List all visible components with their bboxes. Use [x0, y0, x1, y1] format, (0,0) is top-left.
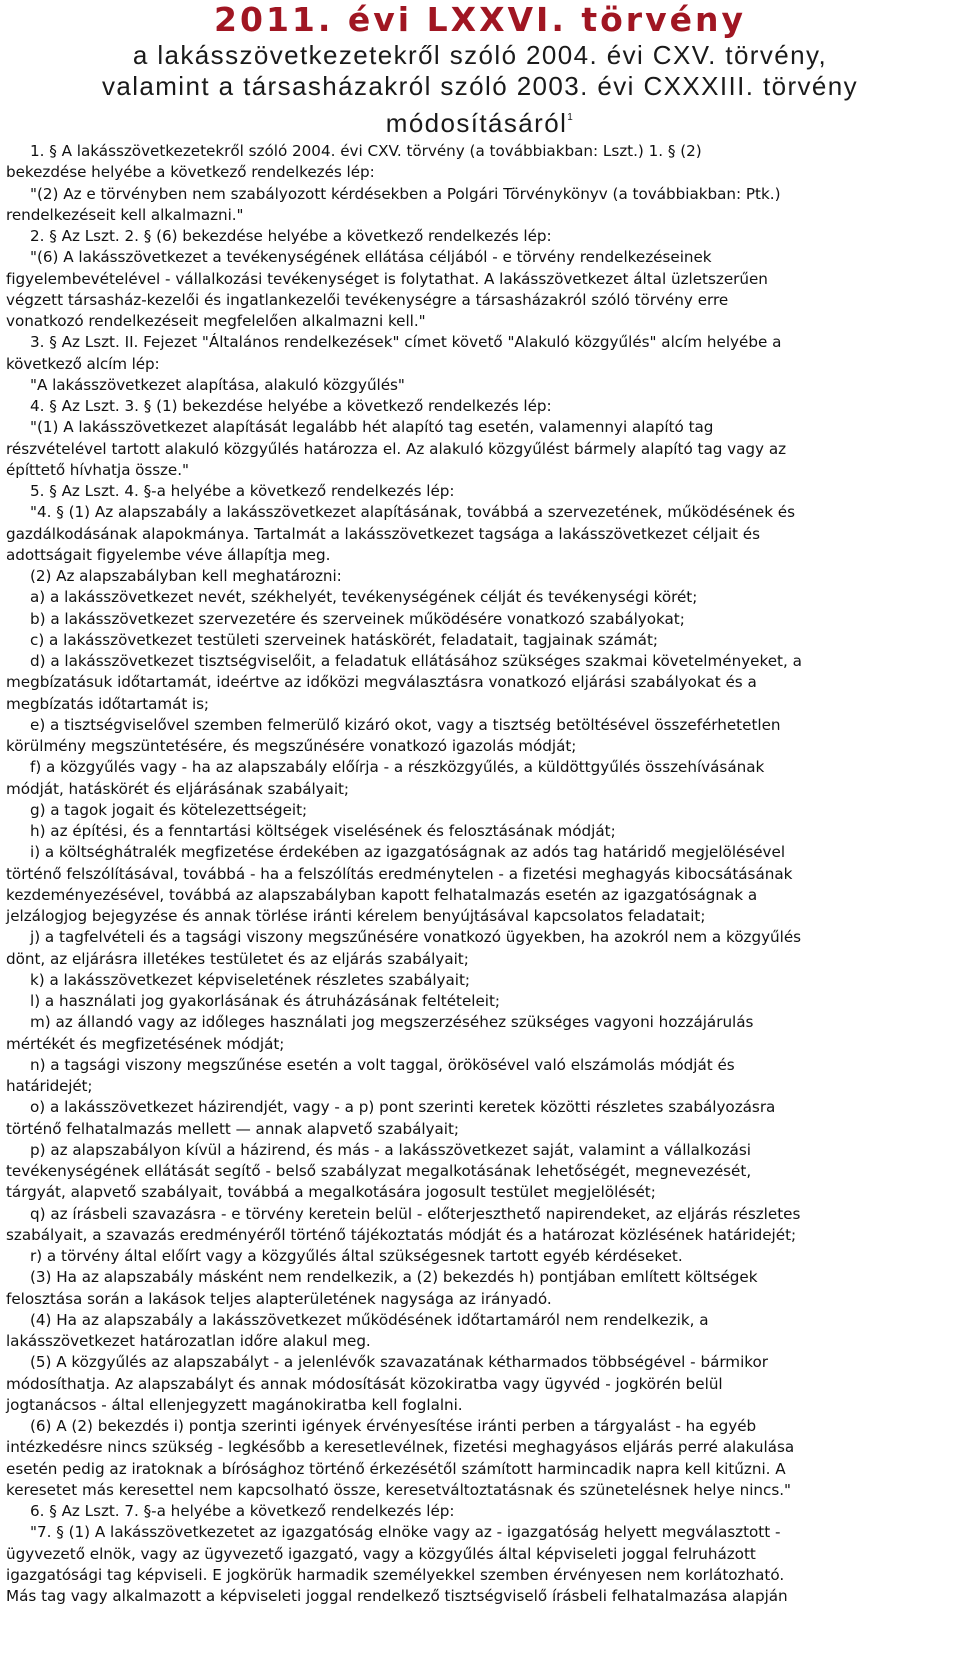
text-line: történő felszólításával, továbbá - ha a felszólítás eredménytelen - a fizetési meghagyás kibocsátásának	[6, 864, 793, 883]
text-line: felosztása során a lakások teljes alapterületének nagysága az irányadó.	[6, 1289, 552, 1308]
law-subtitle-amend: módosításáról	[385, 108, 568, 138]
law-subtitle-line-2: valamint a társasházakról szóló 2003. évi CXXXIII. törvény	[101, 71, 859, 101]
law-title: 2011. évi LXXVI. törvény	[214, 0, 746, 39]
text-line: adottságait figyelembe véve állapítja meg.	[6, 545, 331, 564]
text-line: kezdeményezésével, továbbá az alapszabályban kapott felhatalmazás esetén az igazgatóságnak a	[6, 885, 758, 904]
text-line: (2) Az alapszabályban kell meghatározni:	[30, 567, 342, 585]
text-line: k) a lakásszövetkezet képviseletének részletes szabályait;	[30, 970, 470, 989]
text-line: 6. § Az Lszt. 7. §-a helyébe a következő rendelkezés lép:	[30, 1502, 455, 1520]
text-line: ügyvezető elnök, vagy az ügyvezető igazgató, vagy a közgyűlés által képviseleti joggal felruházott	[6, 1544, 756, 1563]
text-line: c) a lakásszövetkezet testületi szerveinek hatáskörét, feladatait, tagjainak számát;	[30, 630, 658, 649]
text-line: (4) Ha az alapszabály a lakásszövetkezet működésének időtartamáról nem rendelkezik, a	[30, 1310, 709, 1329]
text-line: lakásszövetkezet határozatlan időre alakul meg.	[6, 1332, 371, 1350]
text-line: (3) Ha az alapszabály másként nem rendelkezik, a (2) bekezdés h) pontjában említett költségek	[30, 1268, 758, 1287]
text-line: építtető hívhatja össze."	[6, 460, 189, 479]
text-line: figyelembevételével - vállalkozási tevékenységet is folytathat. A lakásszövetkezet által üzletszerűen	[6, 269, 768, 288]
text-line: b) a lakásszövetkezet szervezetére és szerveinek működésére vonatkozó szabályokat;	[30, 609, 685, 628]
text-line: 5. § Az Lszt. 4. §-a helyébe a következő rendelkezés lép:	[30, 482, 455, 500]
text-line: "(2) Az e törvényben nem szabályozott kérdésekben a Polgári Törvénykönyv (a továbbiakban: Ptk.)	[30, 184, 781, 203]
text-line: módját, hatáskörét és eljárásának szabályait;	[6, 779, 349, 798]
text-line: gazdálkodásának alapokmánya. Tartalmát a lakásszövetkezet tagsága a lakásszövetkezet céljait és	[6, 524, 760, 543]
text-line: (5) A közgyűlés az alapszabályt - a jelenlévők szavazatának kétharmados többségével - bármikor	[30, 1353, 769, 1372]
law-subtitle-line-3	[0, 102, 960, 139]
text-line: o) a lakásszövetkezet házirendjét, vagy - a p) pont szerinti keretek közötti részletes szabályozásra	[30, 1098, 776, 1117]
footnote-marker: 1	[567, 112, 575, 123]
text-line: 3. § Az Lszt. II. Fejezet "Általános rendelkezések" címet követő "Alakuló közgyűlés" alcím helyébe a	[30, 333, 782, 352]
text-line: g) a tagok jogait és kötelezettségeit;	[30, 800, 308, 819]
text-line: részvételével tartott alakuló közgyűlés határozza el. Az alakuló közgyűlést bármely alapító tag vagy az	[6, 439, 787, 458]
text-line: l) a használati jog gyakorlásának és átruházásának feltételeit;	[30, 992, 500, 1010]
text-line: "4. § (1) Az alapszabály a lakásszövetkezet alapításának, továbbá a szervezetének, működésének és	[30, 503, 796, 522]
text-line: "(1) A lakásszövetkezet alapítását legalább hét alapító tag esetén, valamennyi alapító tag	[30, 418, 714, 437]
text-line: e) a tisztségviselővel szemben felmerülő kizáró okot, vagy a tisztség betöltésével összeférhetetlen	[30, 715, 781, 734]
text-line: "(6) A lakásszövetkezet a tevékenységének ellátása céljából - e törvény rendelkezéseinek	[30, 248, 712, 267]
text-line: 4. § Az Lszt. 3. § (1) bekezdése helyébe a következő rendelkezés lép:	[30, 397, 552, 415]
text-line: jogtanácsos - által ellenjegyzett magánokiratba kell foglalni.	[6, 1395, 463, 1414]
text-line: történő felhatalmazás mellett — annak alapvető szabályait;	[6, 1119, 459, 1138]
text-line: bekezdése helyébe a következő rendelkezés lép:	[6, 163, 375, 182]
text-line: módosíthatja. Az alapszabályt és annak módosítását közokiratba vagy ügyvéd - jogkörén belül	[6, 1374, 723, 1393]
document-header	[0, 0, 960, 139]
text-line: p) az alapszabályon kívül a házirend, és más - a lakásszövetkezet saját, valamint a vállalkozási	[30, 1140, 751, 1159]
text-line: tevékenységének ellátását segítő - belső szabályzat megalkotásának lehetőségét, megnevezését,	[6, 1162, 752, 1180]
text-line: végzett társasház-kezelői és ingatlankezelői tevékenységre a társasházakról szóló törvény erre	[6, 290, 729, 309]
text-line: n) a tagsági viszony megszűnése esetén a volt taggal, örökösével való elszámolás módját és	[30, 1055, 735, 1074]
text-line: (6) A (2) bekezdés i) pontja szerinti igények érvényesítése iránti perben a tárgyalást - ha egyéb	[30, 1417, 757, 1435]
text-line: 1. § A lakásszövetkezetekről szóló 2004. évi CXV. törvény (a továbbiakban: Lszt.) 1. § (2)	[30, 142, 702, 160]
text-line: szabályait, a szavazás eredményéről történő tájékoztatás módját és a határozat közlésének határidejét;	[6, 1225, 797, 1244]
text-line: r) a törvény által előírt vagy a közgyűlés által szükségesnek tartott egyéb kérdéseket.	[30, 1247, 683, 1265]
text-line: 2. § Az Lszt. 2. § (6) bekezdése helyébe a következő rendelkezés lép:	[30, 227, 552, 245]
text-line: igazgatósági tag képviseli. E jogkörük harmadik személyekkel szemben érvényesen nem korlátozható.	[6, 1565, 785, 1584]
text-line: intézkedésre nincs szükség - legkésőbb a keresetlevélnek, fizetési meghagyásos eljárás perré alakulása	[6, 1438, 795, 1457]
text-line: f) a közgyűlés vagy - ha az alapszabály előírja - a részközgyűlés, a küldöttgyűlés összehívásának	[30, 758, 765, 777]
text-line: tárgyát, alapvető szabályait, továbbá a megalkotására jogosult testület megjelölését;	[6, 1183, 656, 1202]
text-line: keresetet más keresettel nem kapcsolható össze, keresetváltoztatásnak és szünetelésnek helye nincs."	[6, 1480, 791, 1499]
text-line: körülmény megszüntetésére, és megszűnésére vonatkozó igazolás módját;	[6, 737, 577, 755]
text-line: megbízatásuk időtartamát, ideértve az időközi megválasztásra vonatkozó eljárási szabályokat és a	[6, 673, 757, 692]
text-line: jelzálogjog bejegyzése és annak törlése iránti kérelem benyújtásával kapcsolatos feladatait;	[6, 907, 706, 925]
text-line: a) a lakásszövetkezet nevét, székhelyét, tevékenységének célját és tevékenységi körét;	[30, 588, 698, 607]
text-line: i) a költséghátralék megfizetése érdekében az igazgatóságnak az adós tag határidő megjelölésével	[30, 843, 786, 862]
text-line: határidejét;	[6, 1077, 93, 1095]
document-body	[0, 141, 960, 1607]
text-line: d) a lakásszövetkezet tisztségviselőit, a feladatuk ellátásához szükséges szakmai követelményeket, a	[30, 652, 802, 670]
text-line: következő alcím lép:	[6, 354, 160, 373]
text-line: m) az állandó vagy az időleges használati jog megszerzéséhez szükséges vagyoni hozzájárulás	[30, 1013, 754, 1032]
text-line: vonatkozó rendelkezéseit megfelelően alkalmazni kell."	[6, 312, 426, 330]
text-line: "7. § (1) A lakásszövetkezetet az igazgatóság elnöke vagy az - igazgatóság helyett megválasztott -	[30, 1523, 781, 1542]
text-line: megbízatás időtartamát is;	[6, 694, 209, 713]
text-line: mértékét és megfizetésének módját;	[6, 1034, 285, 1053]
text-line: h) az építési, és a fenntartási költségek viselésének és felosztásának módját;	[30, 822, 616, 840]
text-line: esetén pedig az iratoknak a bírósághoz történő érkezésétől számított harmincadik napra kell kitűzni. A	[6, 1459, 786, 1478]
text-line: j) a tagfelvételi és a tagsági viszony megszűnésére vonatkozó ügyekben, ha azokról nem a közgyűlés	[30, 928, 802, 947]
law-subtitle-line-1: a lakásszövetkezetekről szóló 2004. évi CXV. törvény,	[132, 40, 828, 70]
text-line: rendelkezéseit kell alkalmazni."	[6, 205, 244, 224]
text-line: "A lakásszövetkezet alapítása, alakuló közgyűlés"	[30, 375, 405, 394]
text-line: q) az írásbeli szavazásra - e törvény keretein belül - előterjeszthető napirendeket, az eljárás részletes	[30, 1204, 801, 1223]
text-line: dönt, az eljárásra illetékes testületet és az eljárás szabályait;	[6, 949, 469, 968]
text-line: Más tag vagy alkalmazott a képviseleti joggal rendelkező tisztségviselő írásbeli felhatalmazása alapján	[6, 1587, 788, 1605]
